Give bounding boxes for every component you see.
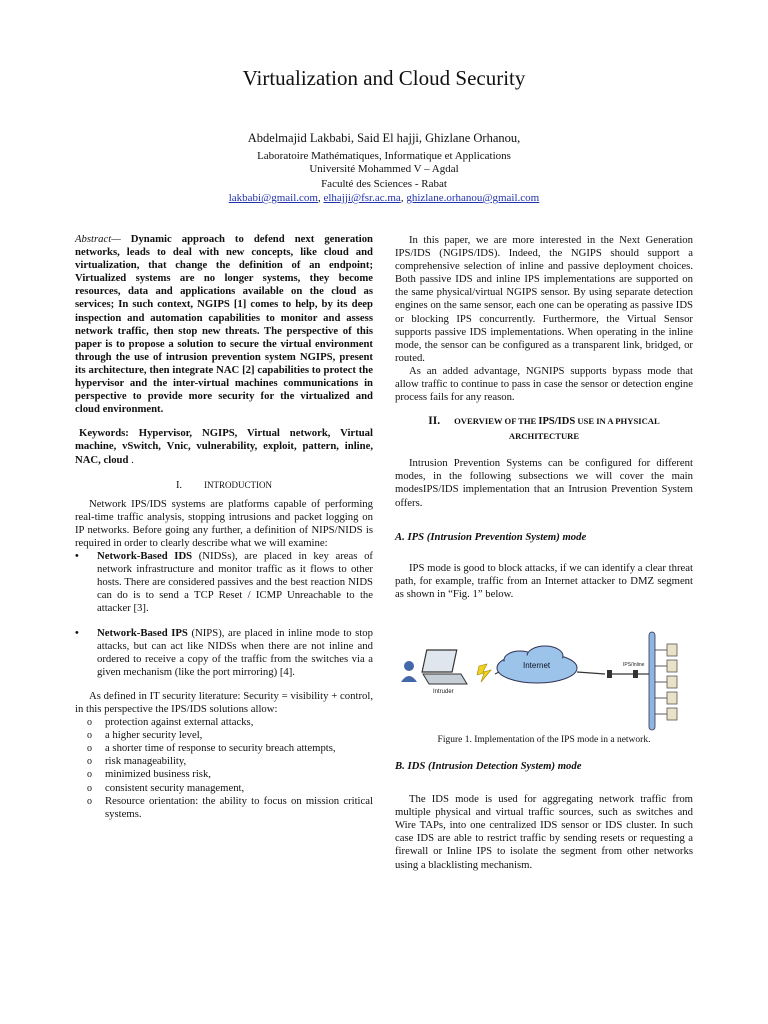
figure-1-ips-diagram <box>395 630 695 732</box>
lightning-icon <box>477 664 491 682</box>
subsection-b-paragraph: The IDS mode is used for aggregating network traffic from multiple physical and virtual traffic sources, such as switches and Wire TAPs, into one centralized IDS sensor or IDS cluster. In such case IDS are able to restrict traffic by sending resets or requesting a firewall or Inline IPS to isolate the segment from other networks using a blacklisting mechanism. <box>395 793 693 871</box>
section-2-heading: II. OVERVIEW OF THE IPS/IDS USE IN A PHYSICAL ARCHITECTURE <box>428 415 660 442</box>
right-column <box>395 234 693 601</box>
keywords-label: Keywords: <box>79 427 129 440</box>
intruder-icon <box>401 661 417 682</box>
affiliation-univ: Université Mohammed V – Agdal <box>309 163 459 175</box>
subsection-a-heading: A. IPS (Intrusion Prevention System) mode <box>395 530 587 543</box>
circle-bullet-icon: o <box>87 782 92 794</box>
keywords <box>75 427 373 466</box>
abstract <box>75 233 373 416</box>
circle-bullet-icon: o <box>87 717 92 729</box>
nids-nips-list <box>75 550 373 679</box>
figure-1-caption: Figure 1. Implementation of the IPS mode in a network. <box>437 735 651 745</box>
bullet-head: Network-Based IDS <box>97 550 193 563</box>
keywords-text: Hypervisor, NGIPS, Virtual network, Virtual machine, vSwitch, Vnic, vulnerability, exploit, pattern, inline, NAC, cloud <box>75 427 373 466</box>
email-link-3[interactable]: ghizlane.orhanou@gmail.com <box>406 192 540 204</box>
bullet-head: Network-Based IPS <box>97 626 188 639</box>
benefits-list <box>75 716 373 821</box>
keywords-end: . <box>128 453 134 466</box>
abstract-text: Dynamic approach to defend next generation networks, leads to deal with new concepts, like cloud and virtualization, that change the definition of an endpoint; Virtualized systems are no longer systems, they become resources, data and applications available on the cloud as services; In such context, NGIPS [1] comes to help, by its deep inspection and automation capabilities to monitor and assess network traffic, then stop new threats. The perspective of this paper is to propose a solution to secure the virtual environment through the use of intrusion prevention system NGIPS, present its architecture, then integrate NAC [2] capabilities to protect the hypervisor and the inter-virtual machines communications in perspective to provide more security for the virtualized and cloud environment. <box>75 233 373 416</box>
dmz-backbone-icon <box>649 632 655 730</box>
email-link-1[interactable]: lakbabi@gmail.com <box>228 192 318 204</box>
right-paragraph-2: As an added advantage, NGNIPS supports bypass mode that allow traffic to continue to pass in case the sensor or detection engine process fails for any reason. <box>395 364 693 404</box>
list-item: o consistent security management, <box>87 781 245 794</box>
bullet-icon: • <box>75 550 79 563</box>
ips-label: IPS/Inline <box>623 662 645 668</box>
section-2-number: II. <box>428 415 441 428</box>
email-link-2[interactable]: elhajji@fsr.ac.ma <box>323 192 401 204</box>
subsection-b-heading: B. IDS (Intrusion Detection System) mode <box>395 760 582 772</box>
abstract-label: Abstract— <box>75 233 121 245</box>
section-1-title: INTRODUCTION <box>204 479 273 490</box>
intro-paragraph-2: As defined in IT security literature: Security = visibility + control, in this perspective the IPS/IDS solutions allow: <box>75 689 373 715</box>
section-2-paragraph: Intrusion Prevention Systems can be configured for different modes, in the following subsections we will cover the main modesIPS/IDS implementation that an Intrusion Prevention System offers. <box>395 457 693 509</box>
list-item: o protection against external attacks, <box>87 716 254 729</box>
list-item: o a higher security level, <box>87 729 203 742</box>
list-item: o a shorter time of response to security breach attempts, <box>87 742 336 755</box>
bullet-text: (NIDSs), are placed in key areas of network infrastructure and monitor traffic as it flows to other hosts. There are considered passives and the best reaction NIDS can do is to send a TCP Reset / ICMP Unreachable to the attacker [3]. <box>97 550 373 615</box>
server-rack-icon <box>655 644 677 720</box>
list-item <box>75 550 373 615</box>
list-item: o risk manageability, <box>87 755 187 768</box>
authors: Abdelmajid Lakbabi, Said El hajji, Ghizlane Orhanou, <box>247 131 521 145</box>
section-1-number: I. <box>175 479 183 491</box>
circle-bullet-icon: o <box>87 743 92 755</box>
affiliation-faculty: Faculté des Sciences - Rabat <box>321 178 447 190</box>
affiliation-lab: Laboratoire Mathématiques, Informatique et Applications <box>257 150 511 162</box>
list-item: o minimized business risk, <box>87 768 211 781</box>
list-item: o Resource orientation: the ability to focus on mission critical systems. <box>87 794 373 820</box>
laptop-icon <box>422 650 467 684</box>
right-column-lower <box>395 760 693 872</box>
bullet-text: (NIPS), are placed in inline mode to stop attacks, but can act like NIDSs when there are not inline and ordered to receive a copy of the traffic from the switches via a given mechanism (like the port mirroring) [4]. <box>97 626 373 678</box>
internet-label: Internet <box>523 661 551 670</box>
circle-bullet-icon: o <box>87 795 92 807</box>
paper-title: Virtualization and Cloud Security <box>242 66 526 90</box>
section-1-heading <box>75 479 373 492</box>
left-column <box>75 233 373 821</box>
circle-bullet-icon: o <box>87 730 92 742</box>
bullet-icon: • <box>75 626 79 639</box>
intro-paragraph-1: Network IPS/IDS systems are platforms capable of performing real-time traffic analysis, stopping intrusions and packet logging on IP networks. Before going any further, a definition of NIPS/NIDS is required in order to clearly describe what we will examine: <box>75 497 373 549</box>
circle-bullet-icon: o <box>87 756 92 768</box>
author-emails: lakbabi@gmail.com, elhajji@fsr.ac.ma, ghizlane.orhanou@gmail.com <box>228 192 540 204</box>
right-paragraph-1: In this paper, we are more interested in the Next Generation IPS/IDS (NGIPS/IDS). Indeed, the NGIPS should support a comprehensive selection of inline and passive deployment choices. Both passive IDS and inline IPS implementations are supported on the same physical/virtual NGIPS sensor. By using separate detection engines on the same sensor, each one can be operating as passive IDS or blocking IPS concurrently. Furthermore, the Virtual Sensor supports passive IDS implementations. When operating in the inline mode, the sensor can be configured as a transparent link, bridged, or routed. <box>395 234 693 364</box>
subsection-a-paragraph: IPS mode is good to block attacks, if we can identify a clear threat path, for example, traffic from an Internet attacker to DMZ segment as shown in “Fig. 1” below. <box>395 561 693 600</box>
intruder-label: Intruder <box>433 689 454 695</box>
list-item <box>75 627 373 679</box>
circle-bullet-icon: o <box>87 769 92 781</box>
